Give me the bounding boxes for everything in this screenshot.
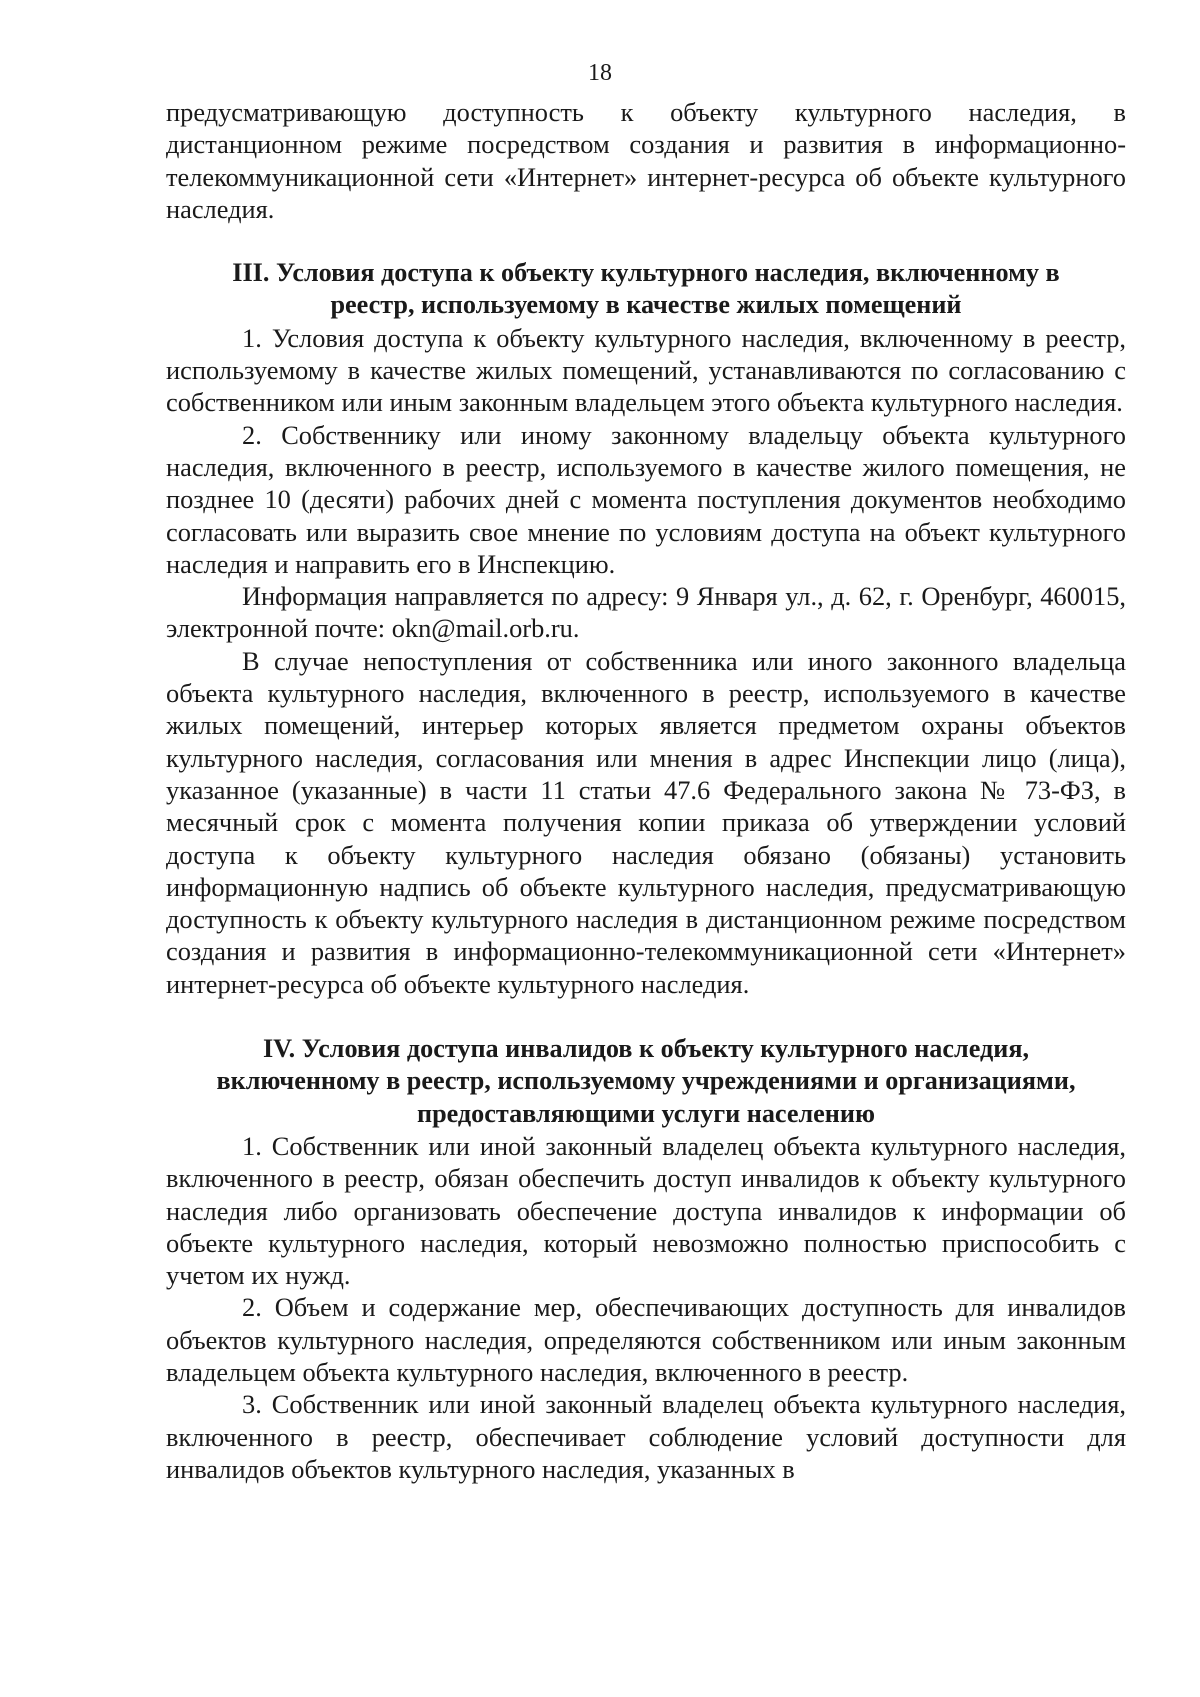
section-3-paragraph-4: В случае непоступления от собственника или иного законного владельца объекта культурного наследия, включенного в реестр, используемого в качестве жилых помещений, интерьер которых является предметом охраны объектов культурного наследия, согласования или мнения в адрес Инспекции лицо (лица), указанное (указанные) в части 11 статьи 47.6 Федерального закона № 73-ФЗ, в месячный срок с момента получения копии приказа об утверждении условий доступа к объекту культурного наследия обязано (обязаны) установить информационную надпись об объекте культурного наследия, предусматривающую доступность к объекту культурного наследия в дистанционном режиме посредством создания и развития в информационно-телекоммуникационной сети «Интернет» интернет-ресурса об объекте культурного наследия. (166, 645, 1126, 999)
section-4-heading-line1: IV. Условия доступа инвалидов к объекту культурного наследия, (262, 1034, 1030, 1064)
section-4-heading (166, 1033, 1126, 1130)
spacer (166, 225, 1126, 257)
page-number: 18 (588, 60, 612, 86)
section-3-paragraph-2: 2. Собственнику или иному законному владельцу объекта культурного наследия, включенного в реестр, используемого в качестве жилого помещения, не позднее 10 (десяти) рабочих дней с момента поступления документов необходимо согласовать или выразить свое мнение по условиям доступа на объект культурного наследия и направить его в Инспекцию. (166, 419, 1126, 579)
continuation-paragraph: предусматривающую доступность к объекту культурного наследия, в дистанционном режиме посредством создания и развития в информационно-телекоммуникационной сети «Интернет» интернет-ресурса об объекте культурного наследия. (166, 97, 1126, 224)
document-body (166, 96, 1126, 1485)
section-4-paragraph-1: 1. Собственник или иной законный владелец объекта культурного наследия, включенного в реестр, обязан обеспечить доступ инвалидов к объекту культурного наследия либо организовать обеспечение доступа инвалидов к информации об объекте культурного наследия, который невозможно полностью приспособить с учетом их нужд. (166, 1130, 1126, 1291)
section-4-heading-line3: предоставляющими услуги населению (417, 1098, 875, 1128)
section-4-paragraph-2: 2. Объем и содержание мер, обеспечивающих доступность для инвалидов объектов культурного наследия, определяются собственником или иным законным владельцем объекта культурного наследия, включенного в реестр. (166, 1292, 1126, 1387)
section-4-heading-line2: включенному в реестр, используемому учреждениями и организациями, (216, 1066, 1076, 1096)
section-3-heading-line2: реестр, используемому в качестве жилых помещений (330, 290, 962, 320)
section-3-paragraph-address: Информация направляется по адресу: 9 Января ул., д. 62, г. Оренбург, 460015, электронной почте: okn@mail.orb.ru. (166, 581, 1126, 644)
section-4 (166, 1033, 1126, 1485)
section-3 (166, 257, 1126, 1000)
spacer (166, 1000, 1126, 1033)
section-3-heading-line1: III. Условия доступа к объекту культурного наследия, включенному в (232, 258, 1060, 288)
section-3-heading (166, 257, 1126, 322)
section-4-paragraph-3: 3. Собственник или иной законный владелец объекта культурного наследия, включенного в реестр, обеспечивает соблюдение условий доступности для инвалидов объектов культурного наследия, указанных в (166, 1389, 1126, 1484)
section-3-paragraph-1: 1. Условия доступа к объекту культурного наследия, включенному в реестр, используемому в качестве жилых помещений, устанавливаются по согласованию с собственником или иным законным владельцем этого объекта культурного наследия. (166, 322, 1126, 418)
